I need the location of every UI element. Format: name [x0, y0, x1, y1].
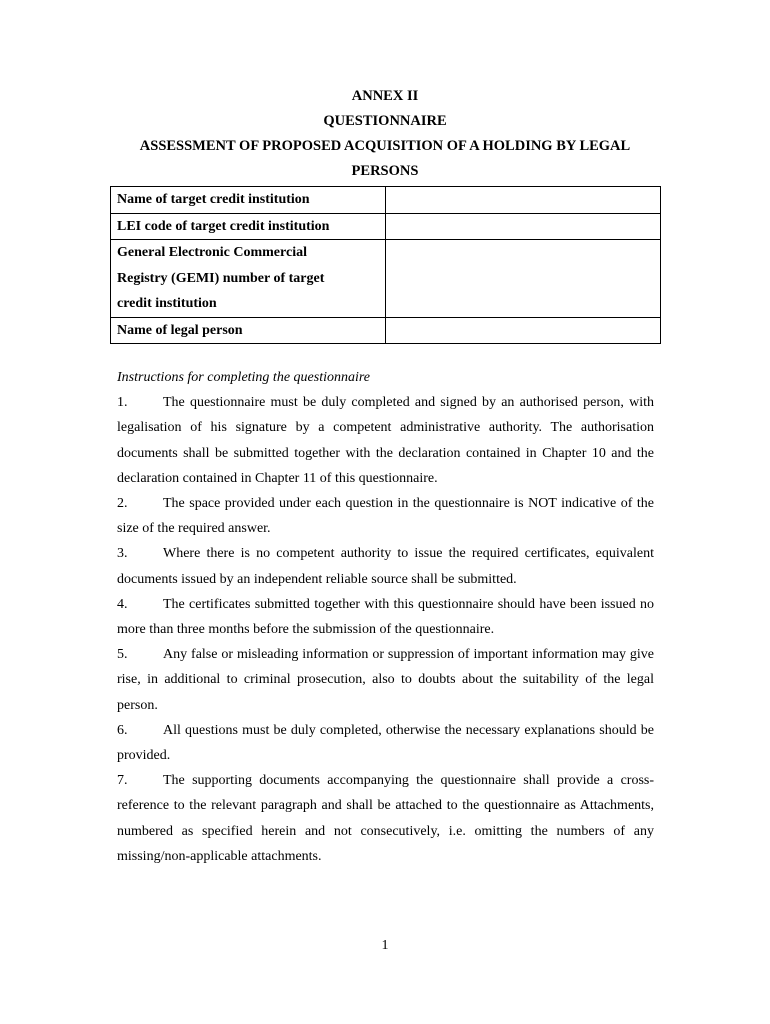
legal-person-name-label: Name of legal person [111, 317, 386, 344]
instruction-number: 5. [117, 647, 128, 663]
instruction-number: 7. [117, 773, 128, 789]
instruction-text: Where there is no competent authority to issue the required certificates, equivalent documents issued by an independent reliable source shall be submitted. [117, 546, 654, 587]
instruction-item [117, 642, 654, 718]
instruction-text: The questionnaire must be duly completed and signed by an authorised person, with legalisation of his signature by a competent administrative authority. The authorisation documents shall be submitted together with the declaration contained in Chapter 10 and the declaration contained in Chapter 11 of this questionnaire. [117, 395, 654, 486]
lei-code-field[interactable] [386, 213, 661, 240]
instruction-text: The supporting documents accompanying the questionnaire shall provide a cross-reference to the relevant paragraph and shall be attached to the questionnaire as Attachments, numbered as specified herein and not consecutively, i.e. omitting the numbers of any missing/non-applicable attachments. [117, 773, 654, 864]
lei-code-label: LEI code of target credit institution [111, 213, 386, 240]
page-number: 1 [381, 938, 389, 953]
target-name-field[interactable] [386, 187, 661, 214]
document-title-line2: PERSONS [351, 163, 419, 179]
gemi-number-label [111, 240, 386, 318]
instruction-text: Any false or misleading information or suppression of important information may give rise, in additional to criminal prosecution, also to doubts about the suitability of the legal person. [117, 647, 654, 713]
instruction-number: 3. [117, 546, 128, 562]
instruction-item [117, 491, 654, 541]
target-info-table [110, 186, 661, 344]
table-row [111, 317, 661, 344]
instruction-item [117, 592, 654, 642]
instructions-section [117, 365, 654, 869]
legal-person-name-field[interactable] [386, 317, 661, 344]
gemi-label-line: credit institution [117, 296, 217, 311]
questionnaire-heading: QUESTIONNAIRE [323, 113, 447, 129]
instruction-number: 4. [117, 596, 128, 612]
instructions-title: Instructions for completing the questionnaire [117, 370, 371, 385]
target-name-label: Name of target credit institution [111, 187, 386, 214]
instruction-number: 1. [117, 395, 128, 411]
gemi-label-line: General Electronic Commercial [117, 245, 307, 260]
instruction-item [117, 541, 654, 591]
instruction-number: 6. [117, 722, 128, 738]
table-row [111, 213, 661, 240]
instruction-item [117, 718, 654, 768]
gemi-label-line: Registry (GEMI) number of target [117, 270, 325, 286]
instruction-text: The space provided under each question in the questionnaire is NOT indicative of the size of the required answer. [117, 496, 654, 537]
gemi-number-field[interactable] [386, 240, 661, 318]
table-row [111, 187, 661, 214]
document-headings [110, 84, 660, 184]
instruction-text: The certificates submitted together with this questionnaire should have been issued no more than three months before the submission of the questionnaire. [117, 596, 654, 638]
document-title-line1: ASSESSMENT OF PROPOSED ACQUISITION OF A HOLDING BY LEGAL [139, 138, 631, 154]
table-row [111, 240, 661, 318]
instruction-number: 2. [117, 496, 128, 512]
instruction-item [117, 390, 654, 491]
instruction-text: All questions must be duly completed, otherwise the necessary explanations should be provided. [117, 722, 654, 764]
annex-heading: ANNEX II [351, 88, 419, 104]
instruction-item [117, 768, 654, 869]
